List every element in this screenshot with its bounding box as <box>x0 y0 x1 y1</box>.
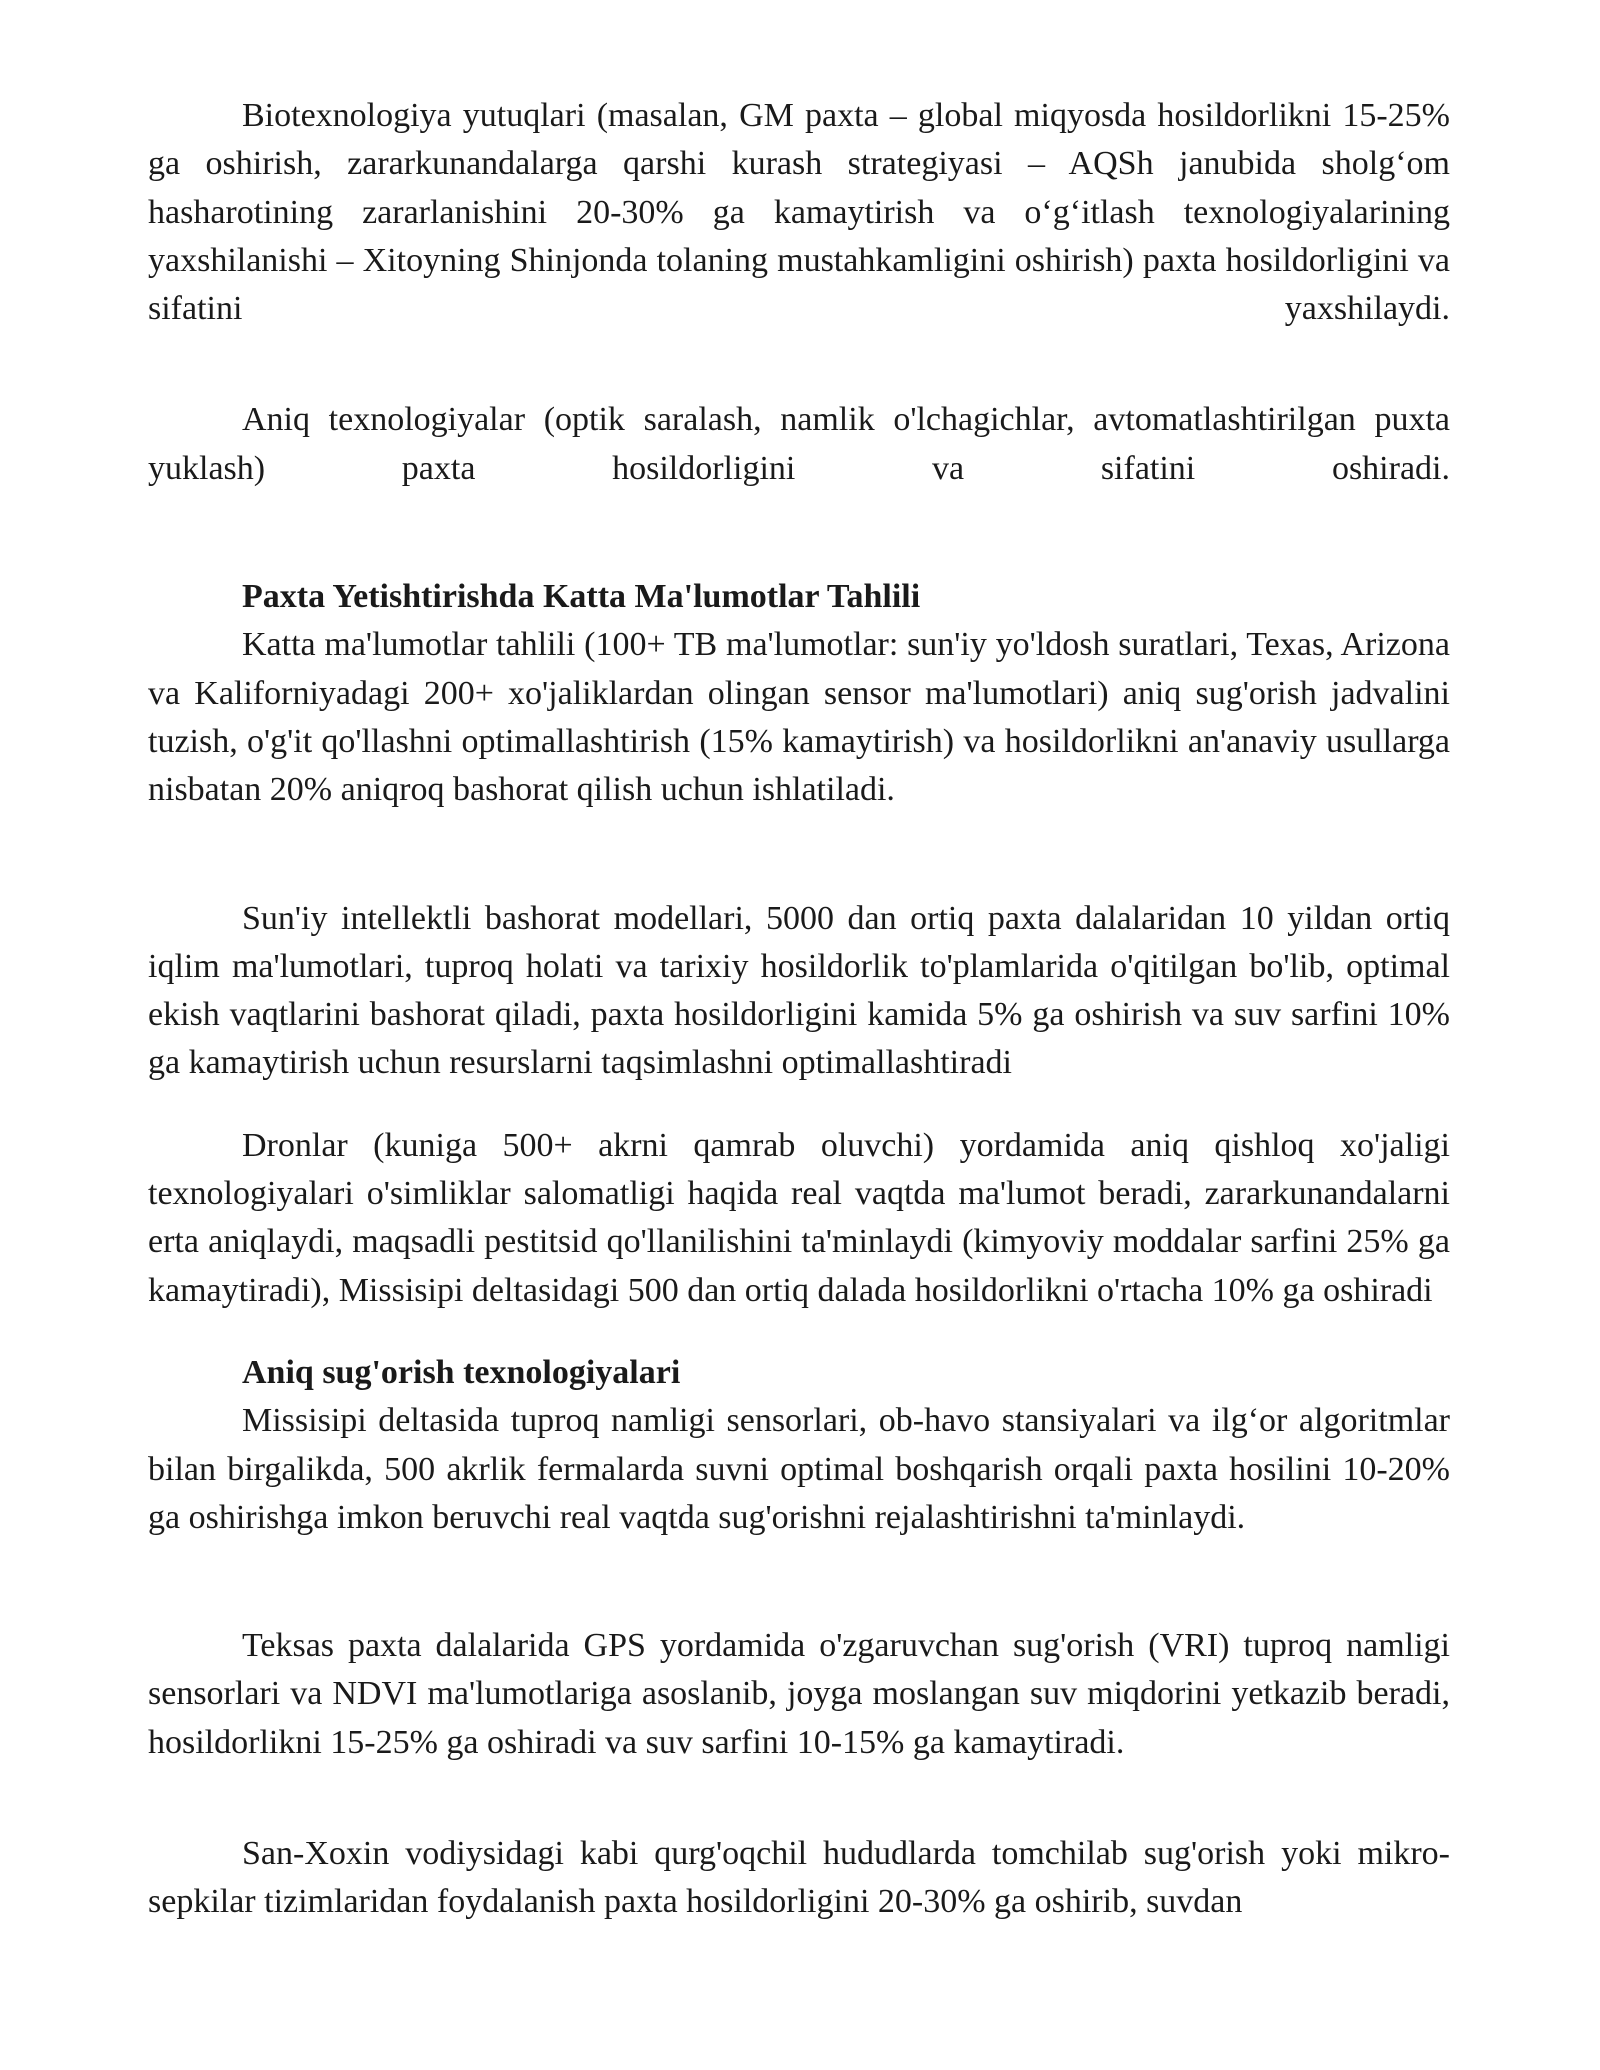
section-heading-precision-irrigation: Aniq sug'orish texnologiyalari <box>242 1353 681 1391</box>
spacer <box>148 1542 1450 1622</box>
section-heading-big-data: Paxta Yetishtirishda Katta Ma'lumotlar Tahlili <box>242 578 921 616</box>
paragraph-mississippi-irrigation: Missisipi deltasida tuproq namligi sensorlari, ob-havo stansiyalari va ilg‘or algoritmlar bilan birgalikda, 500 akrlik fermalarda suvni optimal boshqarish orqali paxta hosilini 10-20% ga oshirishga imkon beruvchi real vaqtda sug'orishni rejalashtirishni ta'minlaydi. <box>148 1402 1450 1536</box>
spacer <box>148 1315 1450 1349</box>
spacer <box>148 493 1450 573</box>
spacer <box>148 1767 1450 1830</box>
paragraph-drones: Dronlar (kuniga 500+ akrni qamrab oluvchi) yordamida aniq qishloq xo'jaligi texnologiyalari o'simliklar salomatligi haqida real vaqtda ma'lumot beradi, zararkunandalarni erta aniqlaydi, maqsadli pestitsid qo'llanilishini ta'minlaydi (kimyoviy moddalar sarfini 25% ga kamaytiradi), Missisipi deltasidagi 500 dan ortiq dalada hosildorlikni o'rtacha 10% ga oshiradi <box>148 1126 1450 1309</box>
paragraph-big-data-analysis: Katta ma'lumotlar tahlili (100+ TB ma'lumotlar: sun'iy yo'ldosh suratlari, Texas, Arizona va Kaliforniyadagi 200+ xo'jaliklardan olingan sensor ma'lumotlari) aniq sug'orish jadvalini tuzish, o'g'it qo'llashni optimallashtirish (15% kamaytirish) va hosildorlikni an'anaviy usullarga nisbatan 20% aniqroq bashorat qilish uchun ishlatiladi. <box>148 626 1450 809</box>
paragraph-texas-vri: Teksas paxta dalalarida GPS yordamida o'zgaruvchan sug'orish (VRI) tuproq namligi sensorlari va NDVI ma'lumotlariga asoslanib, joyga moslangan suv miqdorini yetkazib beradi, hosildorlikni 15-25% ga oshiradi va suv sarfini 10-15% ga kamaytiradi. <box>148 1627 1450 1761</box>
paragraph-precision-technologies: Aniq texnologiyalar (optik saralash, namlik o'lchagichlar, avtomatlashtirilgan puxta yuklash) paxta hosildorligini va sifatini oshiradi. <box>148 401 1450 487</box>
paragraph-biotechnology: Biotexnologiya yutuqlari (masalan, GM paxta – global miqyosda hosildorlikni 15-25% ga oshirish, zararkunandalarga qarshi kurash strategiyasi – AQSh janubida sholg‘om hasharotining zararlanishini 20-30% ga kamaytirish va o‘g‘itlash texnologiyalarining yaxshilanishi – Xitoyning Shinjonda tolaning mustahkamligini oshirish) paxta hosildorligini va sifatini yaxshilaydi. <box>148 97 1450 328</box>
paragraph-drip-irrigation: San-Xoxin vodiysidagi kabi qurg'oqchil hududlarda tomchilab sug'orish yoki mikro-sepkilar tizimlaridan foydalanish paxta hosildorligini 20-30% ga oshirib, suvdan <box>148 1835 1450 1921</box>
spacer <box>148 333 1450 396</box>
spacer <box>148 815 1450 895</box>
document-page <box>148 92 1450 1927</box>
paragraph-ai-prediction-models: Sun'iy intellektli bashorat modellari, 5000 dan ortiq paxta dalalaridan 10 yildan ortiq iqlim ma'lumotlari, tuproq holati va tarixiy hosildorlik to'plamlarida o'qitilgan bo'lib, optimal ekish vaqtlarini bashorat qiladi, paxta hosildorligini kamida 5% ga oshirish va suv sarfini 10% ga kamaytirish uchun resurslarni taqsimlashni optimallashtiradi <box>148 899 1450 1082</box>
spacer <box>148 1088 1450 1122</box>
